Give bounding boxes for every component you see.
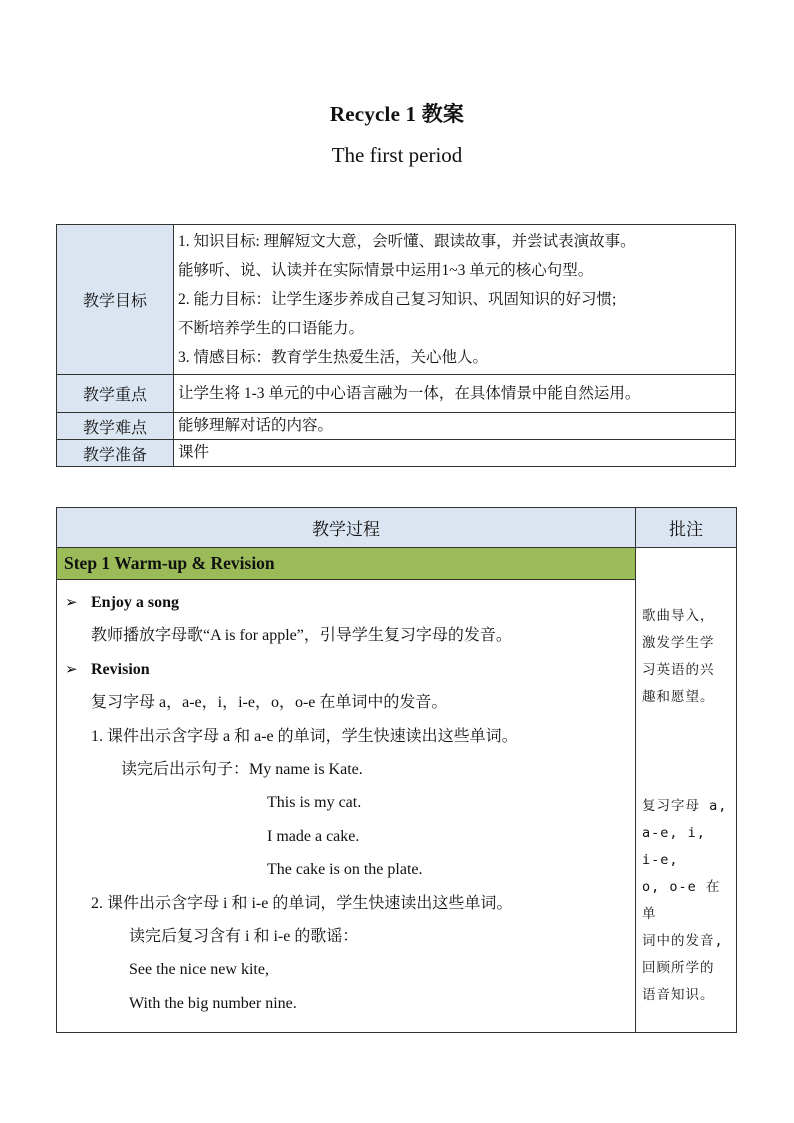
arrow-bullet-icon: ➢ xyxy=(65,659,78,678)
row-label-goals: 教学目标 xyxy=(57,225,174,375)
page-title: Recycle 1 教案 xyxy=(329,102,465,126)
step-heading: Step 1 Warm-up & Revision xyxy=(57,548,636,580)
notes-cell xyxy=(636,548,737,1033)
row-value-key-points: 让学生将 1-3 单元的中心语言融为一体，在具体情景中能自然运用。 xyxy=(174,375,736,413)
row-label-preparation: 教学准备 xyxy=(57,440,174,467)
section-title-song: Enjoy a song xyxy=(91,594,180,611)
row-label-difficulties: 教学难点 xyxy=(57,413,174,440)
chant-line: See the nice new kite, xyxy=(129,961,269,979)
row-value-goals xyxy=(174,225,736,375)
table-row xyxy=(57,440,736,467)
example-sentence: I made a cake. xyxy=(267,827,360,845)
table-row xyxy=(57,225,736,375)
chant-intro: 读完后复习含有 i 和 i-e 的歌谣： xyxy=(129,927,359,945)
revision-step-2: 2. 课件出示含字母 i 和 i-e 的单词，学生快速读出这些单词。 xyxy=(91,894,513,912)
row-label-key-points: 教学重点 xyxy=(57,375,174,413)
goal-line: 能够听、说、认读并在实际情景中运用1~3 单元的核心句型。 xyxy=(178,262,594,279)
table-row xyxy=(57,413,736,440)
section-title-revision: Revision xyxy=(91,660,150,678)
objectives-table xyxy=(56,224,736,467)
table-row xyxy=(57,375,736,413)
note-song-intro: 歌曲导入， 激发学生学 习英语的兴 趣和愿望。 xyxy=(642,608,715,705)
song-description: 教师播放字母歌“A is for apple”，引导学生复习字母的发音。 xyxy=(91,627,512,645)
row-value-difficulties: 能够理解对话的内容。 xyxy=(174,413,736,440)
list-item xyxy=(65,653,629,686)
row-value-preparation: 课件 xyxy=(174,440,736,467)
revision-description: 复习字母 a，a-e，i，i-e，o，o-e 在单词中的发音。 xyxy=(91,694,448,712)
arrow-bullet-icon: ➢ xyxy=(65,593,78,611)
goal-line: 1. 知识目标: 理解短文大意，会听懂、跟读故事，并尝试表演故事。 xyxy=(178,233,636,250)
goal-line: 3. 情感目标：教育学生热爱生活，关心他人。 xyxy=(178,349,489,366)
example-sentence: This is my cat. xyxy=(267,794,362,812)
note-phonics-review: 复习字母 a, a-e, i, i-e, o, o-e 在单 词中的发音, 回顾所学的 语音知识。 xyxy=(642,798,728,1003)
process-table xyxy=(56,507,737,1033)
chant-line: With the big number nine. xyxy=(129,994,297,1012)
revision-step-1: 1. 课件出示含字母 a 和 a-e 的单词，学生快速读出这些单词。 xyxy=(91,727,518,745)
column-header-notes: 批注 xyxy=(636,508,737,548)
page-subtitle: The first period xyxy=(331,143,463,167)
sentence-intro: 读完后出示句子：My name is Kate. xyxy=(121,760,363,778)
table-row xyxy=(57,580,737,1033)
example-sentence: The cake is on the plate. xyxy=(267,861,423,879)
goal-line: 不断培养学生的口语能力。 xyxy=(178,320,365,337)
process-content xyxy=(57,580,636,1033)
table-header-row xyxy=(57,508,737,548)
list-item xyxy=(65,586,629,619)
goal-line: 2. 能力目标：让学生逐步养成自己复习知识、巩固知识的好习惯; xyxy=(178,291,617,308)
column-header-process: 教学过程 xyxy=(57,508,636,548)
table-row xyxy=(57,548,737,580)
